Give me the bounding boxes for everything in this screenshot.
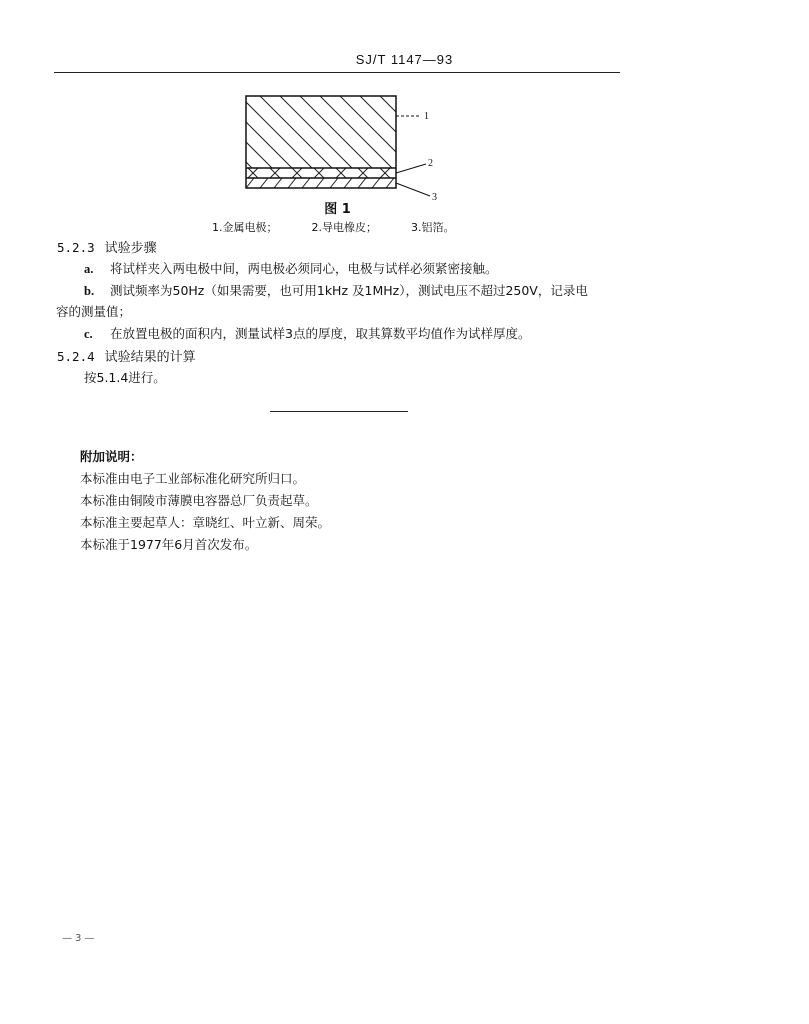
item-text: 将试样夹入两电极中间，两电极必须同心，电极与试样必须紧密接触。 (110, 261, 498, 276)
section-heading-5-2-4 (57, 346, 196, 365)
callout-2-label: 2 (428, 158, 433, 169)
callout-3-leader (396, 183, 430, 196)
callout-1-label: 1 (424, 111, 429, 122)
procedure-item-b (84, 281, 588, 299)
note-line: 本标准于1977年6月首次发布。 (80, 537, 258, 552)
note-line: 本标准由铜陵市薄膜电容器总厂负责起草。 (80, 493, 318, 508)
callout-2-leader (396, 164, 426, 173)
section-title: 试验结果的计算 (104, 350, 196, 365)
header-rule (54, 72, 620, 73)
document-header-code: SJ/T 1147—93 (355, 52, 454, 67)
additional-notes-title: 附加说明： (80, 449, 143, 464)
item-text: 测试频率为50Hz（如果需要，也可用1kHz 及1MHz），测试电压不超过250V，记录电 (110, 283, 588, 298)
section-title: 试验步骤 (104, 241, 157, 256)
section-5-2-4-body: 按5.1.4进行。 (84, 370, 166, 385)
procedure-item-a (84, 259, 498, 277)
aluminum-foil-layer (246, 178, 394, 188)
item-label: a. (84, 262, 94, 276)
note-line: 本标准主要起草人：章晓红、叶立新、周荣。 (80, 515, 331, 530)
item-text: 在放置电极的面积内，测量试样3点的厚度，取其算数平均值作为试样厚度。 (110, 326, 531, 341)
legend-item-conductive-rubber: 2.导电橡皮； (311, 221, 377, 234)
metal-electrode-layer (240, 96, 440, 168)
item-label: c. (84, 327, 93, 341)
procedure-item-b-continuation: 容的测量值； (56, 304, 132, 319)
figure-caption: 图 1 (324, 202, 351, 217)
legend-item-aluminum-foil: 3.铝箔。 (411, 221, 455, 234)
item-label: b. (84, 284, 95, 298)
section-heading-5-2-3 (57, 237, 157, 256)
section-number: 5.2.3 (57, 240, 95, 255)
legend-item-metal-electrode: 1.金属电极； (212, 221, 278, 234)
section-number: 5.2.4 (57, 349, 95, 364)
conductive-rubber-layer (248, 168, 390, 178)
figure-legend (212, 219, 512, 235)
page-number: —3— (62, 933, 98, 944)
procedure-item-c (84, 324, 530, 342)
callout-3-label: 3 (432, 192, 437, 202)
end-separator-rule (270, 411, 408, 412)
figure-1-diagram (240, 92, 440, 202)
note-line: 本标准由电子工业部标准化研究所归口。 (80, 471, 306, 486)
